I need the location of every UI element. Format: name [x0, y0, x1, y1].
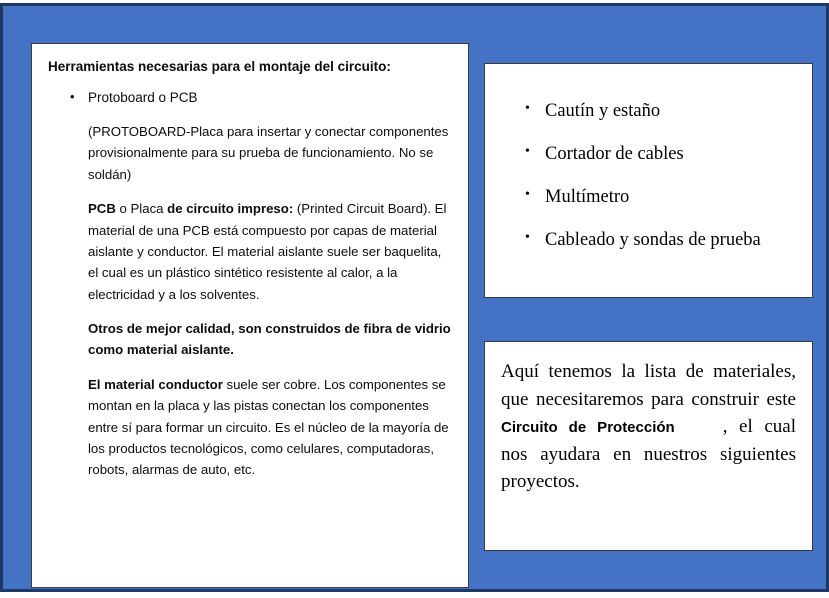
- list-item-label: Cortador de cables: [545, 144, 684, 165]
- circuit-name-highlight: Circuito de Protección: [501, 419, 675, 437]
- text-run: o Placa: [115, 201, 168, 217]
- list-item-label: Cautín y estaño: [545, 101, 661, 121]
- list-item: [525, 186, 798, 209]
- text-run: suele ser cobre. Los componentes se montan en la placa y las pistas conectan los componentes entre sí para formar un circuito. Es el núcleo de la mayoría de los productos tecnológicos, como celulares, computadoras, robots, alarmas de auto, etc.: [88, 376, 449, 478]
- summary-note-text: [499, 354, 798, 496]
- bullet-point-icon: •: [525, 230, 530, 246]
- text-run: (PROTOBOARD-Placa para insertar y conectar componentes provisionalmente para su prueba de funcionamiento. No se soldán): [88, 124, 449, 182]
- bullet-point-icon: •: [70, 88, 75, 104]
- paragraph-fiberglass: [48, 318, 452, 361]
- bullet-point-icon: •: [525, 101, 530, 116]
- bullet-point-icon: •: [525, 187, 530, 203]
- text-run-bold: PCB: [88, 201, 116, 217]
- list-item: [48, 88, 452, 108]
- text-run-bold: Otros de mejor calidad, son construidos de fibra de vidrio como material aislante.: [88, 321, 451, 358]
- tools-description-panel: [31, 43, 469, 588]
- paragraph-pcb: [48, 198, 452, 305]
- list-item-label: Cableado y sondas de prueba: [545, 230, 761, 251]
- text-run-bold: El material conductor: [88, 376, 223, 392]
- slide-canvas: [0, 3, 829, 592]
- text-run: (Printed Circuit Board). El material de una PCB está compuesto por capas de material aislante y conductor. El material aislante suele ser baquelita, el cual es un plástico sintético resistente al calor, a la electricidad y a los solventes.: [88, 201, 447, 302]
- note-text-after: , el cual nos ayudara en nuestros siguientes proyectos.: [501, 416, 797, 493]
- list-item: [525, 100, 798, 123]
- paragraph-protoboard: [48, 121, 452, 185]
- tools-list: [499, 74, 798, 253]
- text-run-bold: de circuito impreso:: [167, 201, 294, 217]
- bullet-point-icon: •: [525, 144, 530, 160]
- summary-note-panel: [484, 341, 813, 551]
- list-item: [525, 143, 798, 166]
- list-item-label: Protoboard o PCB: [88, 89, 198, 105]
- list-item-label: Multímetro: [545, 187, 630, 208]
- panel-heading: Herramientas necesarias para el montaje del circuito:: [48, 59, 391, 74]
- list-item: [525, 229, 798, 252]
- tools-list-panel: [484, 63, 813, 298]
- note-text-before: Aquí tenemos la lista de materiales, que necesitaremos para construir este: [501, 361, 796, 410]
- paragraph-conductor: [48, 374, 452, 481]
